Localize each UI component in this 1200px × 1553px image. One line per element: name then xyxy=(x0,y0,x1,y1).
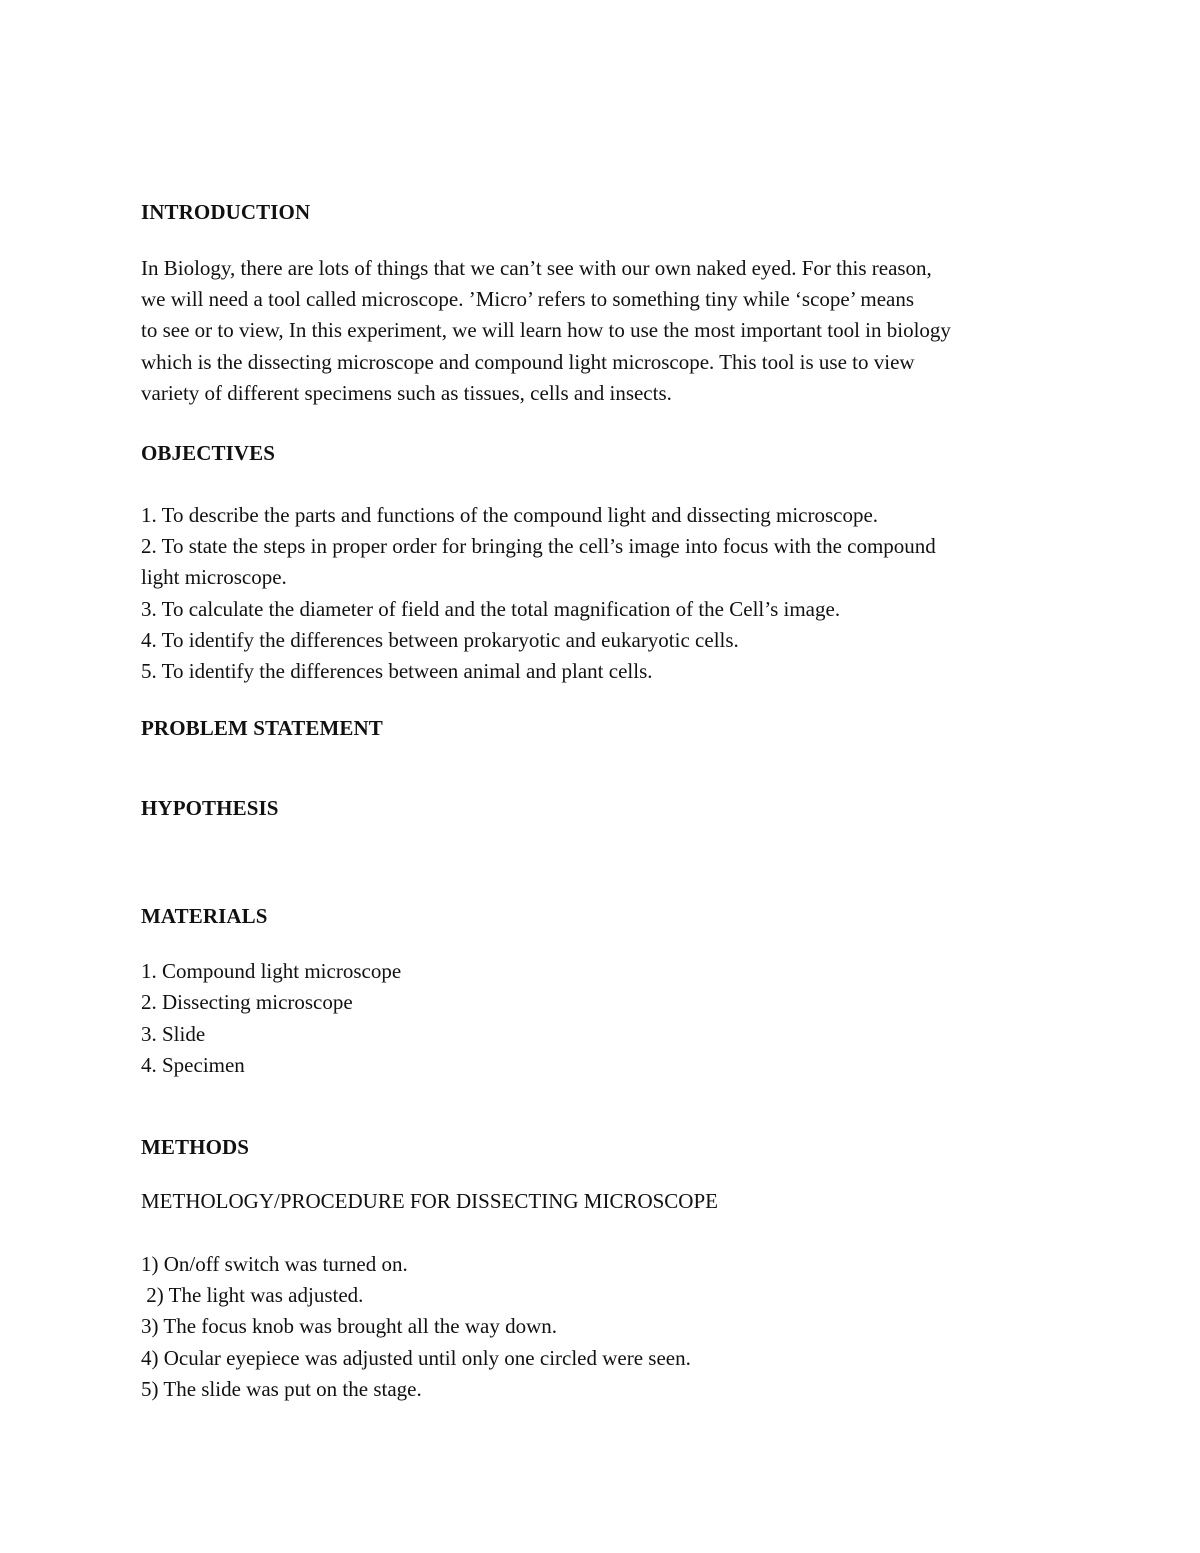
methods-steps-list xyxy=(141,1249,1071,1405)
introduction-line: In Biology, there are lots of things that we can’t see with our own naked eyed. For this reason, xyxy=(141,256,932,280)
objective-item: 3. To calculate the diameter of field and the total magnification of the Cell’s image. xyxy=(141,596,841,621)
methods-heading: METHODS xyxy=(141,1135,250,1160)
method-step: 5) The slide was put on the stage. xyxy=(141,1376,422,1401)
introduction-line: which is the dissecting microscope and compound light microscope. This tool is use to view xyxy=(141,349,915,374)
materials-list xyxy=(141,956,1071,1081)
methods-subheading: METHOLOGY/PROCEDURE FOR DISSECTING MICROSCOPE xyxy=(141,1189,718,1214)
introduction-line: to see or to view, In this experiment, we will learn how to use the most important tool in biology xyxy=(141,318,951,343)
material-item: 4. Specimen xyxy=(141,1052,245,1077)
objectives-list xyxy=(141,500,1071,687)
objective-item: 5. To identify the differences between animal and plant cells. xyxy=(141,659,653,684)
objective-item: 1. To describe the parts and functions of the compound light and dissecting microscope. xyxy=(141,503,879,528)
hypothesis-heading: HYPOTHESIS xyxy=(141,796,279,821)
objective-item: 4. To identify the differences between prokaryotic and eukaryotic cells. xyxy=(141,627,739,652)
introduction-heading: INTRODUCTION xyxy=(141,200,311,224)
method-step: 2) The light was adjusted. xyxy=(141,1283,364,1308)
problem-statement-heading: PROBLEM STATEMENT xyxy=(141,716,383,741)
method-step: 4) Ocular eyepiece was adjusted until only one circled were seen. xyxy=(141,1345,691,1370)
material-item: 3. Slide xyxy=(141,1021,206,1046)
material-item: 1. Compound light microscope xyxy=(141,959,402,984)
method-step: 3) The focus knob was brought all the way down. xyxy=(141,1314,558,1339)
material-item: 2. Dissecting microscope xyxy=(141,990,353,1015)
materials-heading: MATERIALS xyxy=(141,904,268,929)
introduction-line: variety of different specimens such as tissues, cells and insects. xyxy=(141,380,672,405)
document-content xyxy=(141,198,1071,1405)
introduction-paragraph xyxy=(141,253,1071,409)
introduction-line: we will need a tool called microscope. ’Micro’ refers to something tiny while ‘scope’ means xyxy=(141,287,915,312)
objectives-heading: OBJECTIVES xyxy=(141,441,276,466)
method-step: 1) On/off switch was turned on. xyxy=(141,1252,408,1277)
objective-item-continuation: light microscope. xyxy=(141,565,287,590)
objective-item: 2. To state the steps in proper order for bringing the cell’s image into focus with the compound xyxy=(141,534,936,559)
